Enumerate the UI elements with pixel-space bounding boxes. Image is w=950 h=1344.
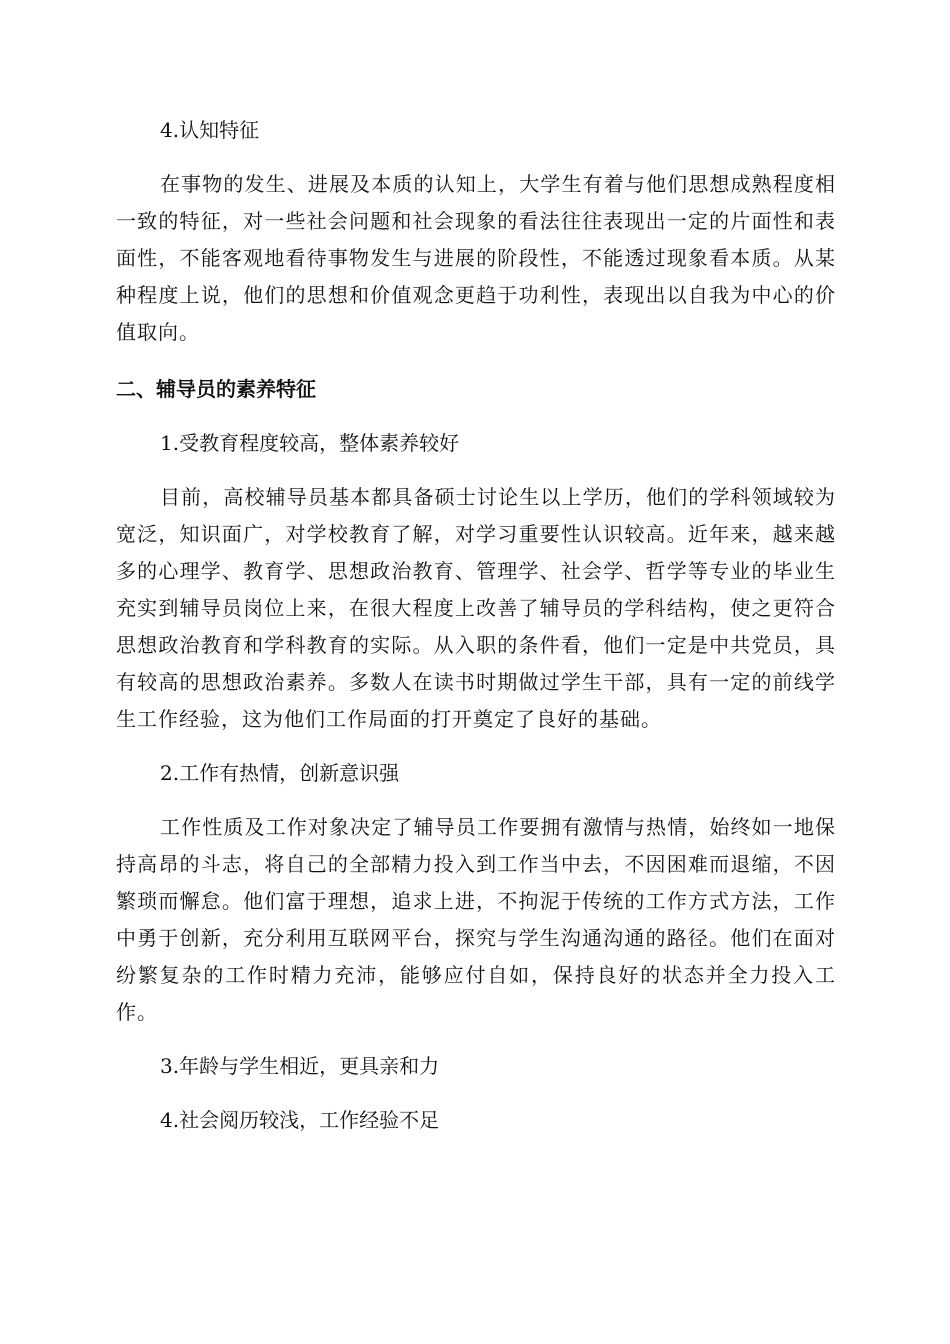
subsection-title-age: 3.年龄与学生相近，更具亲和力 [160, 1054, 440, 1078]
subsection-title-experience: 4.社会阅历较浅，工作经验不足 [160, 1108, 440, 1132]
paragraph-education: 目前，高校辅导员基本都具备硕士讨论生以上学历，他们的学科领域较为宽泛，知识面广，对学校教育了解，对学习重要性认识较高。近年来，越来越多的心理学、教育学、思想政治教育、管理学、社会学、哲学等专业的毕业生充实到辅导员岗位上来，在很大程度上改善了辅导员的学科结构，使之更符合思想政治教育和学科教育的实际。从入职的条件看，他们一定是中共党员，具有较高的思想政治素养。多数人在读书时期做过学生干部，具有一定的前线学生工作经验，这为他们工作局面的打开奠定了良好的基础。 [116, 485, 836, 731]
document-page [116, 112, 836, 1139]
paragraph-cognitive: 在事物的发生、进展及本质的认知上，大学生有着与他们思想成熟程度相一致的特征，对一些社会问题和社会现象的看法往往表现出一定的片面性和表面性，不能客观地看待事物发生与进展的阶段性，不能透过现象看本质。从某种程度上说，他们的思想和价值观念更趋于功利性，表现出以自我为中心的价值取向。 [116, 172, 836, 344]
subsection-title-cognitive: 4.认知特征 [160, 118, 260, 142]
subsection-title-enthusiasm: 2.工作有热情，创新意识强 [160, 761, 400, 785]
section-heading-counselor: 二、辅导员的素养特征 [116, 377, 316, 401]
paragraph-enthusiasm: 工作性质及工作对象决定了辅导员工作要拥有激情与热情，始终如一地保持高昂的斗志，将自己的全部精力投入到工作当中去，不因困难而退缩，不因繁琐而懈怠。他们富于理想，追求上进，不拘泥于传统的工作方式方法，工作中勇于创新，充分利用互联网平台，探究与学生沟通沟通的路径。他们在面对纷繁复杂的工作时精力充沛，能够应付自如，保持良好的状态并全力投入工作。 [116, 815, 836, 1024]
subsection-title-education: 1.受教育程度较高，整体素养较好 [160, 431, 460, 455]
